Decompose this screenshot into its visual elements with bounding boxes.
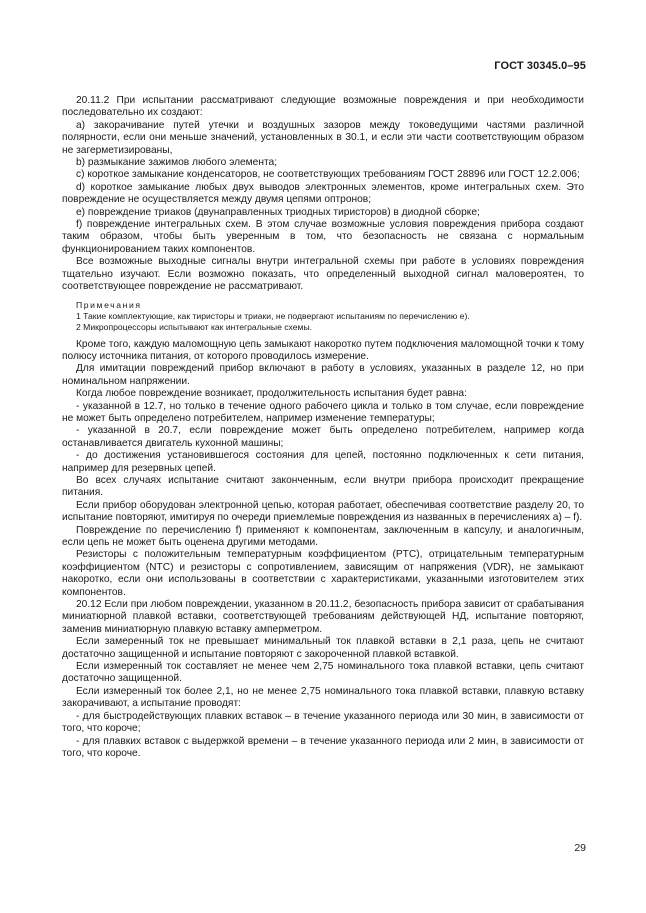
paragraph: - для плавких вставок с выдержкой времени – в течение указанного периода или 2 мин, в зависимости от того, что короче. <box>62 735 584 759</box>
paragraph: 20.12 Если при любом повреждении, указанном в 20.11.2, безопасность прибора зависит от срабатывания миниатюрной плавкой вставки, соответствующей требованиям действующей НД, испытание повторяют, заменив миниатюрную плавкую вставку амперметром. <box>62 599 584 635</box>
notes-title: Примечания <box>76 299 142 310</box>
paragraph: 20.11.2 При испытании рассматривают следующие возможные повреждения и при необходимости последовательно их создают: <box>62 95 584 119</box>
paragraph: c) короткое замыкание конденсаторов, не соответствующих требованиям ГОСТ 28896 или ГОСТ 12.2.006; <box>76 169 580 181</box>
paragraph: b) размыкание зажимов любого элемента; <box>76 157 278 169</box>
page-number: 29 <box>574 842 586 854</box>
paragraph: - до достижения установившегося состояния для цепей, постоянно подключенных к сети питания, например для резервных цепей. <box>62 450 584 474</box>
paragraph: Кроме того, каждую маломощную цепь замыкают накоротко путем подключения маломощной точки к тому полюсу источника питания, от которого проводилось измерение. <box>62 338 584 362</box>
body-text <box>62 95 584 760</box>
paragraph: Резисторы с положительным температурным коэффициентом (PTC), отрицательным температурным коэффициентом (NTC) и резисторы с сопротивлением, зависящим от напряжения (VDR), не замыкают накоротко, если они использованы в соответствии с характеристиками, указанными изготовителем этих компонентов. <box>62 549 584 598</box>
paragraph: - указанной в 12.7, но только в течение одного рабочего цикла и только в том случае, если повреждение не может быть определено потребителем, например изменение температуры; <box>62 400 584 424</box>
paragraph: d) короткое замыкание любых двух выводов электронных элементов, кроме интегральных схем. Это повреждение не осуществляется между двумя цепями оптронов; <box>62 181 584 206</box>
paragraph: Если измеренный ток составляет не менее чем 2,75 номинального тока плавкой вставки, цепь считают достаточно защищенной. <box>62 661 584 685</box>
paragraph: Все возможные выходные сигналы внутри интегральной схемы при работе в условиях повреждения тщательно изучают. Если возможно показать, что определенный выходной сигнал маловероятен, то соответствующее повреждение не рассматривают. <box>62 256 584 293</box>
paragraph: - для быстродействующих плавких вставок – в течение указанного периода или 30 мин, в зависимости от того, что короче; <box>62 710 584 735</box>
paragraph: Во всех случаях испытание считают законченным, если внутри прибора происходит прекращение питания. <box>62 474 584 499</box>
paragraph: Когда любое повреждение возникает, продолжительность испытания будет равна: <box>76 388 467 400</box>
paragraph: Для имитации повреждений прибор включают в работу в условиях, указанных в разделе 12, но при номинальном напряжении. <box>62 363 584 387</box>
paragraph: Если прибор оборудован электронной цепью, которая работает, обеспечивая соответствие разделу 20, то испытание повторяют, имитируя по очереди приемлемые повреждения из названных в перечислениях а) – f). <box>62 499 584 524</box>
notes-block <box>62 300 584 333</box>
paragraph: e) повреждение триаков (двунаправленных триодных тиристоров) в диодной сборке; <box>76 206 480 218</box>
paragraph: - указанной в 20.7, если повреждение может быть определено потребителем, например когда останавливается двигатель кухонной машины; <box>62 425 584 449</box>
note-item: 1 Такие комплектующие, как тиристоры и триаки, не подвергают испытаниям по перечислению е). <box>76 310 470 321</box>
paragraph: Повреждение по перечислению f) применяют к компонентам, заключенным в капсулу, и аналогичным, если цепь не может быть оценена другими методами. <box>62 524 584 548</box>
paragraph: a) закорачивание путей утечки и воздушных зазоров между токоведущими частями различной полярности, если они меньше значений, установленных в 30.1, и если эти части соответствующим образом не загерметизированы, <box>62 119 584 156</box>
paragraph: Если измеренный ток более 2,1, но не менее 2,75 номинального тока плавкой вставки, плавкую вставку закорачивают, а испытание проводят: <box>62 685 584 710</box>
paragraph: Если замеренный ток не превышает минимальный ток плавкой вставки в 2,1 раза, цепь не считают достаточно защищенной и испытание повторяют с закороченной плавкой вставкой. <box>62 636 584 660</box>
note-item: 2 Микропроцессоры испытывают как интегральные схемы. <box>76 321 313 332</box>
paragraph: f) повреждение интегральных схем. В этом случае возможные условия повреждения прибора создают таким образом, чтобы быть уверенным в том, что безопасность не связана с нормальным функционированием таких компонентов. <box>62 219 584 255</box>
doc-code-header: ГОСТ 30345.0–95 <box>494 60 586 72</box>
